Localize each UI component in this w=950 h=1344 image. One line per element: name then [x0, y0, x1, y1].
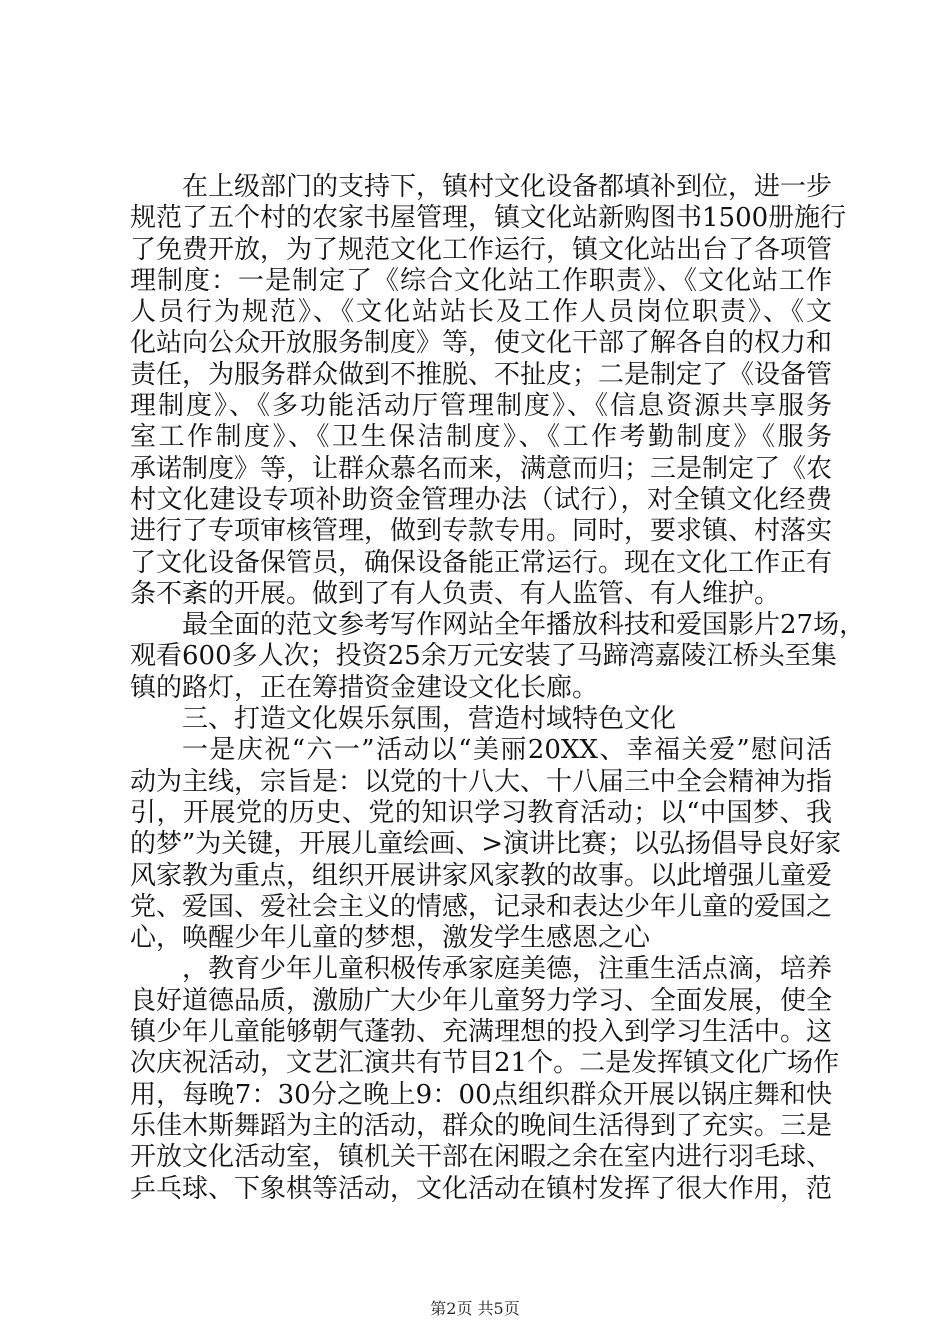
text-line: 党、爱国、爱社会主义的情感，记录和表达少年儿童的爱国之 [130, 891, 833, 922]
text-line: 村文化建设专项补助资金管理办法（试行），对全镇文化经费 [130, 484, 832, 515]
text-line: 在上级部门的支持下，镇村文化设备都填补到位，进一步 [182, 172, 833, 202]
text-line: 开放文化活动室，镇机关干部在闲暇之余在室内进行羽毛球、 [130, 1142, 833, 1173]
text-line: 一是庆祝“六一”活动以“美丽20XX、幸福关爱”慰问活 [182, 735, 832, 766]
text-line: 规范了五个村的农家书屋管理，镇文化站新购图书1500册施行 [130, 203, 847, 234]
text-line: 化站向公众开放服务制度》等，使文化干部了解各自的权力和 [130, 328, 833, 359]
text-line: 用，每晚7：30分之晚上9：00点组织群众开展以锅庄舞和快 [130, 1079, 832, 1110]
text-line: 良好道德品质，激励广大少年儿童努力学习、全面发展，使全 [130, 985, 833, 1016]
text-line: 理制度：一是制定了《综合文化站工作职责》、《文化站工作 [130, 265, 832, 296]
text-line: 风家教为重点，组织开展讲家风家教的故事。以此增强儿童爱 [130, 860, 833, 891]
text-line: ，教育少年儿童积极传承家庭美德，注重生活点滴，培养 [182, 954, 833, 985]
text-line: 最全面的范文参考写作网站全年播放科技和爱国影片27场， [182, 610, 866, 641]
page-number: 第2页 共5页 [430, 1299, 520, 1318]
text-line: 进行了专项审核管理，做到专款专用。同时，要求镇、村落实 [130, 516, 833, 547]
text-line: 室工作制度》、《卫生保洁制度》、《工作考勤制度》《服务 [130, 422, 832, 453]
text-line: 条不紊的开展。做到了有人负责、有人监管、有人维护。 [130, 578, 781, 609]
text-line: 承诺制度》等，让群众慕名而来，满意而归；三是制定了《农 [130, 453, 833, 484]
text-line: 动为主线，宗旨是：以党的十八大、十八届三中全会精神为指 [130, 766, 833, 797]
section-heading: 三、打造文化娱乐氛围，营造村域特色文化 [182, 704, 677, 735]
text-line: 了免费开放，为了规范文化工作运行，镇文化站出台了各项管 [130, 234, 833, 265]
text-line: 次庆祝活动，文艺汇演共有节目21个。二是发挥镇文化广场作 [130, 1048, 840, 1079]
text-line: 镇少年儿童能够朝气蓬勃、充满理想的投入到学习生活中。这 [130, 1017, 833, 1048]
text-line: 观看600多人次；投资25余万元安装了马蹄湾嘉陵江桥头至集 [130, 641, 837, 672]
document-body [130, 172, 866, 1205]
text-line: 引，开展党的历史、党的知识学习教育活动；以“中国梦、我 [130, 797, 832, 828]
text-line: 理制度》、《多功能活动厅管理制度》、《信息资源共享服务 [130, 391, 832, 422]
text-line: 责任，为服务群众做到不推脱、不扯皮；二是制定了《设备管 [130, 359, 833, 390]
text-line: 人员行为规范》、《文化站站长及工作人员岗位职责》、《文 [130, 297, 832, 328]
text-line: 镇的路灯，正在筹措资金建设文化长廊。 [130, 672, 599, 703]
text-line: 了文化设备保管员，确保设备能正常运行。现在文化工作正有 [130, 547, 833, 578]
text-line: 乐佳木斯舞蹈为主的活动，群众的晚间生活得到了充实。三是 [130, 1110, 833, 1141]
text-line: 的梦”为关键，开展儿童绘画、>演讲比赛；以弘扬倡导良好家 [130, 829, 842, 860]
text-line: 乒乓球、下象棋等活动，文化活动在镇村发挥了很大作用，范 [130, 1173, 833, 1204]
text-line: 心，唤醒少年儿童的梦想，激发学生感恩之心 [130, 923, 651, 954]
